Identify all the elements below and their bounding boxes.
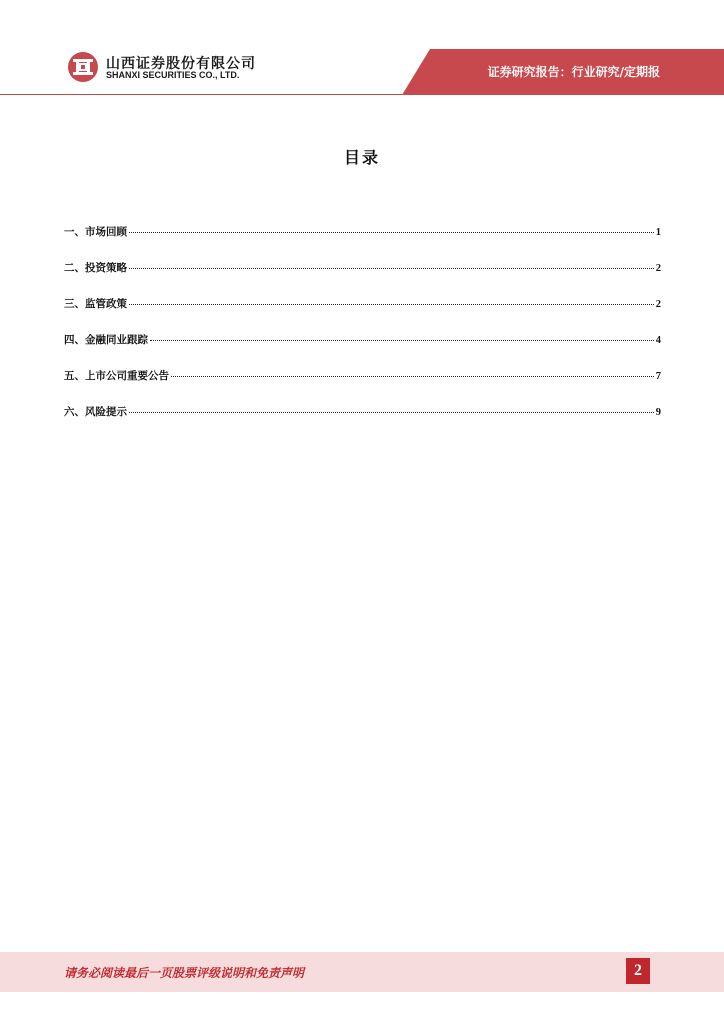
toc-entry-company-announcements[interactable] — [64, 368, 661, 404]
toc-entry-label: 一、市场回顾 — [64, 226, 127, 238]
toc-entry-page: 4 — [655, 335, 661, 346]
table-of-contents — [64, 224, 661, 440]
toc-dot-leader — [129, 412, 654, 413]
toc-entry-risk-warning[interactable] — [64, 404, 661, 440]
toc-dot-leader — [129, 268, 654, 269]
header-divider — [0, 94, 724, 95]
report-type-label: 证券研究报告：行业研究/定期报 — [487, 65, 660, 79]
toc-entry-label: 五、上市公司重要公告 — [64, 370, 169, 382]
toc-entry-label: 二、投资策略 — [64, 262, 127, 274]
toc-entry-page: 1 — [655, 227, 661, 238]
toc-dot-leader — [129, 232, 654, 233]
toc-entry-page: 7 — [655, 371, 661, 382]
toc-entry-label: 六、风险提示 — [64, 406, 127, 418]
toc-entry-page: 9 — [655, 407, 661, 418]
toc-entry-investment-strategy[interactable] — [64, 260, 661, 296]
page-header — [0, 0, 724, 100]
toc-dot-leader — [150, 340, 654, 341]
toc-entry-label: 三、监管政策 — [64, 298, 127, 310]
company-name-cn: 山西证券股份有限公司 — [106, 56, 256, 72]
toc-entry-peer-tracking[interactable] — [64, 332, 661, 368]
toc-entry-page: 2 — [655, 263, 661, 274]
toc-entry-market-review[interactable] — [64, 224, 661, 260]
company-name-en: SHANXI SECURITIES CO., LTD. — [106, 70, 240, 80]
toc-title: 目录 — [343, 148, 380, 167]
footer-disclaimer: 请务必阅读最后一页股票评级说明和免责声明 — [64, 966, 305, 980]
shanxi-securities-logo-icon — [67, 51, 99, 83]
toc-dot-leader — [171, 376, 654, 377]
toc-entry-label: 四、金融同业跟踪 — [64, 334, 148, 346]
page-number-badge: 2 — [626, 958, 650, 984]
toc-entry-regulatory-policy[interactable] — [64, 296, 661, 332]
toc-dot-leader — [129, 304, 654, 305]
toc-entry-page: 2 — [655, 299, 661, 310]
